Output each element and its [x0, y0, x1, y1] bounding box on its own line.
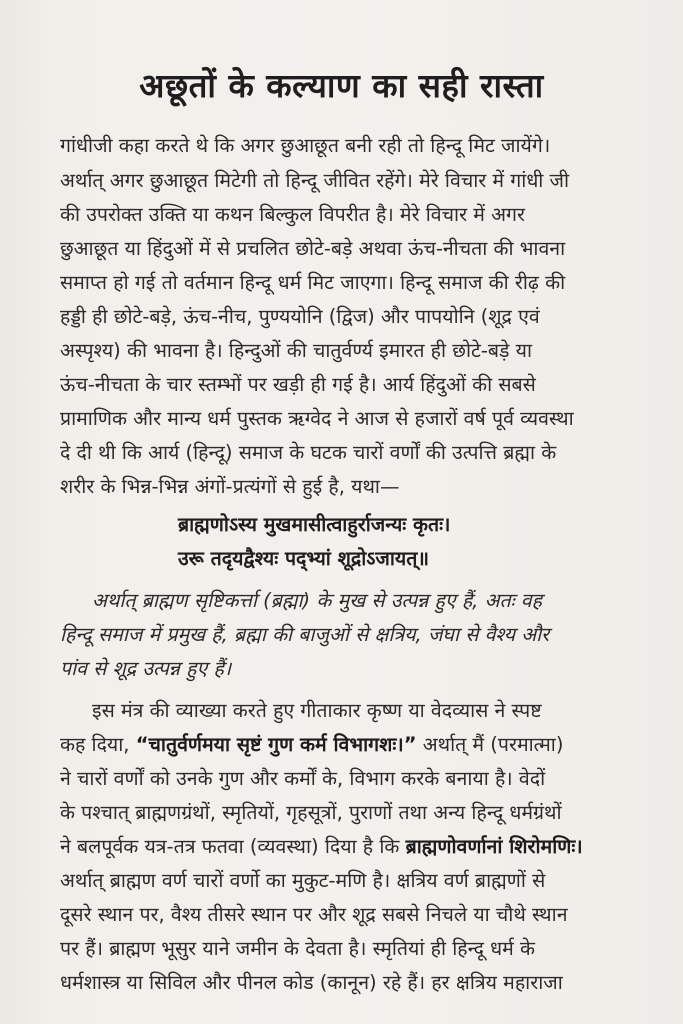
- verse-line-1: ब्राह्मणोऽस्य मुखमासीत्वाहुर्राजन्यः कृतः।: [178, 513, 451, 536]
- para1-line-11: शरीर के भिन्न-भिन्न अंगों-प्रत्यंगों से हुई है, यथा—: [60, 475, 400, 498]
- para1-line-8: ऊंच-नीचता के चार स्तम्भों पर खड़ी ही गई है। आर्य हिंदुओं की सबसे: [60, 373, 536, 396]
- page-title: अछूतों के कल्याण का सही रास्ता: [139, 66, 544, 105]
- para1-line-2: अर्थात् अगर छुआछूत मिटेगी तो हिन्दू जीवित रहेंगे। मेरे विचार में गांधी जी: [60, 169, 570, 192]
- para3-line-9: धर्मशास्त्र या सिविल और पीनल कोड (कानून) रहे हैं। हर क्षत्रिय महाराजा: [60, 971, 563, 994]
- para3-line-2: [60, 730, 563, 757]
- para3-line-2-lead: कह दिया,: [60, 733, 136, 756]
- para3-line-5: [60, 832, 583, 859]
- para1-line-4: छुआछूत या हिंदुओं में से प्रचलित छोटे-बड़े अथवा ऊंच-नीचता की भावना: [60, 237, 566, 260]
- para2-line-1: अर्थात् ब्राह्मण सृष्टिकर्त्ता (ब्रह्मा) के मुख से उत्पन्न हुए हैं, अतः वह: [92, 589, 542, 612]
- verse-line-2: उरू तदृयद्वैश्यः पद्भ्यां शूद्रोऽजायत्॥: [178, 547, 430, 570]
- para3-line-4: के पश्चात् ब्राह्मणग्रंथों, स्मृतियों, गृहसूत्रों, पुराणों तथा अन्य हिन्दू धर्मग्रंथों: [60, 801, 562, 824]
- gita-quote: “चातुर्वर्णमया सृष्टं गुण कर्म विभागशः।”: [135, 733, 417, 756]
- para1-line-6: हड्डी ही छोटे-बड़े, ऊंच-नीच, पुण्ययोनि (द्विज) और पापयोनि (शूद्र एवं: [60, 305, 540, 328]
- para1-line-3: की उपरोक्त उक्ति या कथन बिल्कुल विपरीत है। मेरे विचार में अगर: [60, 203, 525, 226]
- bleed-through-shadow: [447, 0, 683, 55]
- para1-line-9: प्रामाणिक और मान्य धर्म पुस्तक ऋग्वेद ने आज से हजारों वर्ष पूर्व व्यवस्था: [60, 407, 574, 430]
- para3-line-5-lead: ने बलपूर्वक यत्र-तत्र फतवा (व्यवस्था) दिया है कि: [60, 835, 406, 858]
- para3-line-7: दूसरे स्थान पर, वैश्य तीसरे स्थान पर और शूद्र सबसे निचले या चौथे स्थान: [60, 903, 568, 926]
- para1-line-1: गांधीजी कहा करते थे कि अगर छुआछूत बनी रही तो हिन्दू मिट जायेंगे।: [60, 134, 551, 157]
- para2-line-3: पांव से शूद्र उत्पन्न हुए हैं।: [60, 657, 232, 680]
- para2-line-2: हिन्दू समाज में प्रमुख हैं, ब्रह्मा की बाजुओं से क्षत्रिय, जंघा से वैश्य और: [60, 623, 550, 646]
- para1-line-5: समाप्त हो गई तो वर्तमान हिन्दू धर्म मिट जाएगा। हिन्दू समाज की रीढ़ की: [60, 271, 566, 294]
- para3-line-8: पर हैं। ब्राह्मण भूसुर याने जमीन के देवता है। स्मृतियां ही हिन्दू धर्म के: [60, 937, 536, 960]
- para3-line-6: अर्थात् ब्राह्मण वर्ण चारों वर्णो का मुकुट-मणि है। क्षत्रिय वर्ण ब्राह्मणों से: [60, 869, 546, 892]
- para1-line-10: दे दी थी कि आर्य (हिन्दू) समाज के घटक चारों वर्णों की उत्पत्ति ब्रह्मा के: [60, 441, 557, 464]
- para3-line-3: ने चारों वर्णों को उनके गुण और कर्मों के, विभाग करके बनाया है। वेदों: [60, 767, 546, 790]
- sanskrit-phrase: ब्राह्मणोवर्णानां शिरोमणिः।: [405, 835, 583, 858]
- para3-line-2-tail: अर्थात् मैं (परमात्मा): [416, 733, 564, 756]
- para3-line-1: इस मंत्र की व्याख्या करते हुए गीताकार कृष्ण या वेदव्यास ने स्पष्ट: [92, 699, 542, 722]
- para1-line-7: अस्पृश्य) की भावना है। हिन्दुओं की चातुर्वर्ण्य इमारत ही छोटे-बड़े या: [60, 339, 532, 362]
